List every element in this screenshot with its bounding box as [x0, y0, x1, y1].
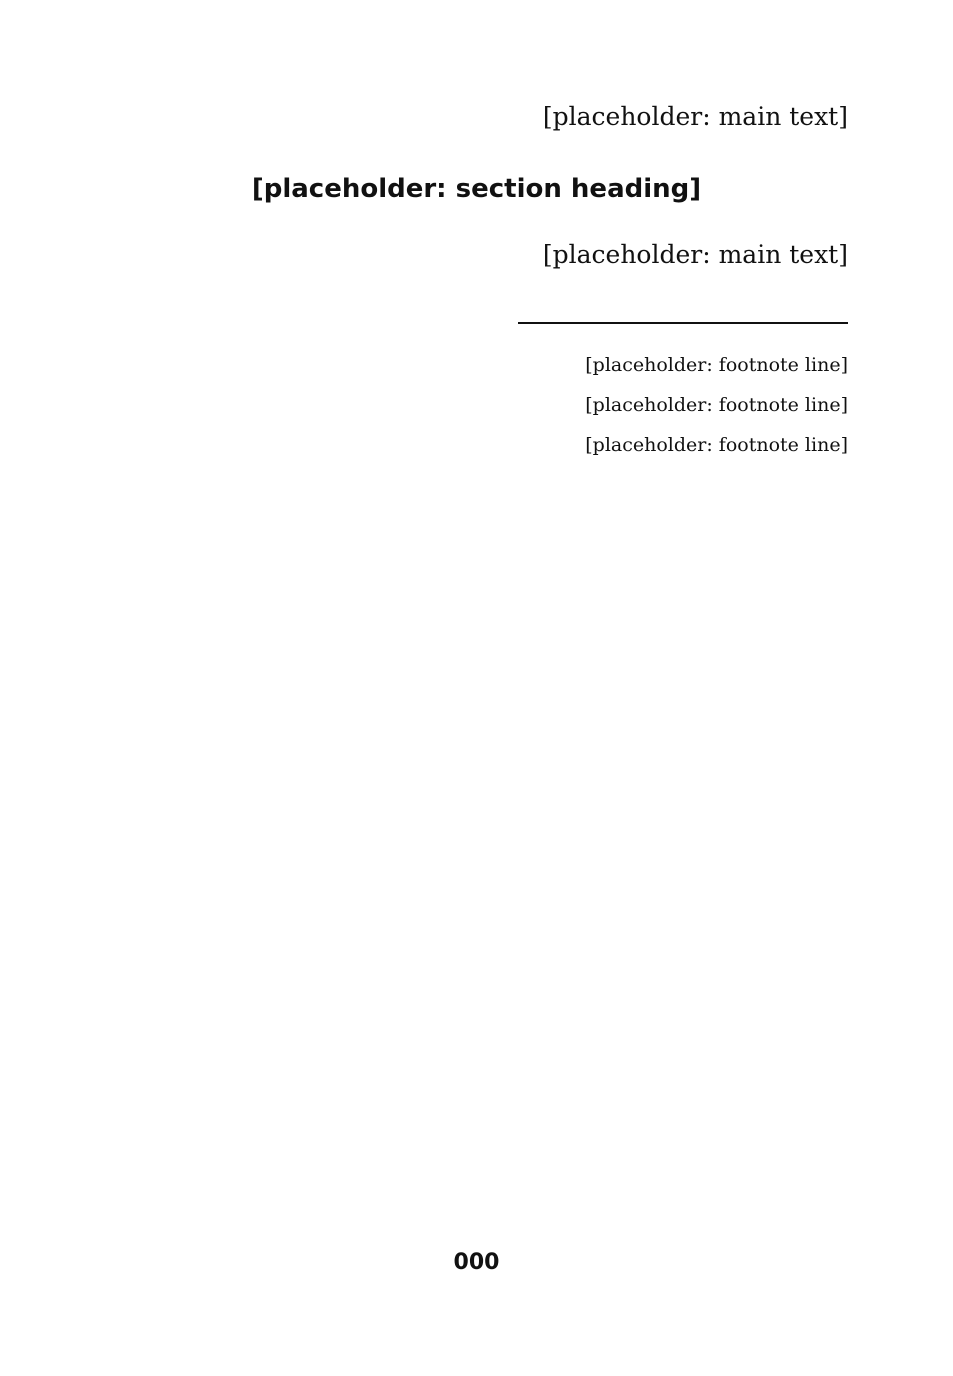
top-paragraph: [placeholder: main text] — [542, 102, 848, 131]
footnote-divider — [518, 322, 848, 324]
footnote-line: [placeholder: footnote line] — [585, 394, 848, 416]
footnote-line: [placeholder: footnote line] — [585, 354, 848, 376]
hadith-paragraph: [placeholder: main text] — [542, 240, 848, 269]
footnotes — [105, 348, 848, 462]
footnote-line: [placeholder: footnote line] — [585, 434, 848, 456]
section-heading: [placeholder: section heading] — [251, 174, 702, 204]
page-number: 000 — [453, 1250, 500, 1275]
